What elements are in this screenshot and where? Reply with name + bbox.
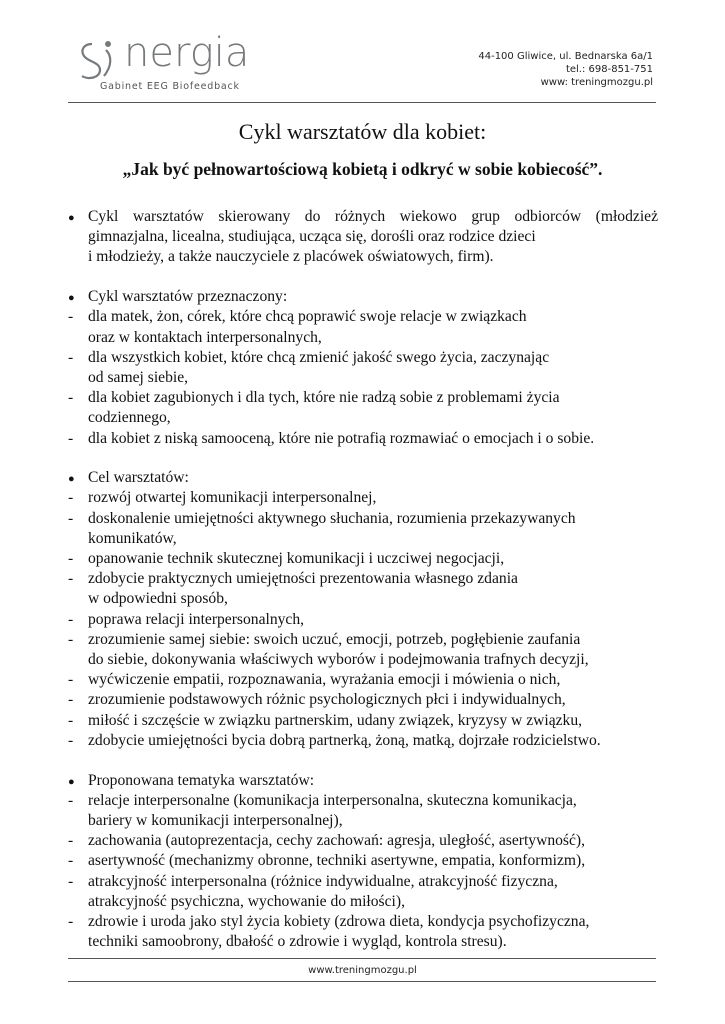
dash-item bbox=[68, 429, 658, 449]
dash-item bbox=[68, 912, 658, 932]
dash-icon: - bbox=[68, 570, 74, 588]
item-continuation bbox=[68, 227, 658, 247]
item-continuation bbox=[68, 589, 658, 609]
dash-icon: - bbox=[68, 348, 74, 366]
dash-item bbox=[68, 690, 658, 710]
item-text: miłość i szczęście w związku partnerskim, udany związek, kryzysy w związku, bbox=[88, 711, 583, 729]
section bbox=[68, 771, 658, 953]
header-divider bbox=[68, 102, 656, 103]
item-text: dla wszystkich kobiet, które chcą zmienić jakość swego życia, zaczynając bbox=[88, 348, 550, 366]
dash-icon: - bbox=[68, 691, 74, 709]
page-title: Cykl warsztatów dla kobiet: bbox=[238, 119, 487, 144]
item-text: dla matek, żon, córek, które chcą poprawić swoje relacje w związkach bbox=[88, 308, 527, 326]
bullet-item bbox=[68, 207, 658, 227]
item-continuation bbox=[68, 328, 658, 348]
dash-item bbox=[68, 388, 658, 408]
dash-item bbox=[68, 731, 658, 751]
synergia-logo bbox=[78, 30, 250, 96]
dash-icon: - bbox=[68, 852, 74, 870]
bullet-item bbox=[68, 287, 658, 307]
item-text: zrozumienie podstawowych różnic psychologicznych płci i indywidualnych, bbox=[88, 691, 566, 709]
item-continuation bbox=[68, 932, 658, 952]
bullet-icon: ● bbox=[68, 212, 75, 224]
contact-block bbox=[478, 50, 653, 89]
dash-icon: - bbox=[68, 429, 74, 447]
dash-item bbox=[68, 791, 658, 811]
footer-divider-top bbox=[68, 958, 656, 959]
dash-icon: - bbox=[68, 489, 74, 507]
dash-icon: - bbox=[68, 509, 74, 527]
item-text: w odpowiedni sposób, bbox=[88, 590, 228, 608]
item-text: Cel warsztatów: bbox=[88, 469, 189, 487]
item-text: codziennego, bbox=[88, 409, 171, 427]
item-text: zdrowie i uroda jako styl życia kobiety (zdrowa dieta, kondycja psychofizyczna, bbox=[88, 913, 590, 930]
item-text: Cykl warsztatów skierowany do różnych wiekowo grup odbiorców (młodzież bbox=[88, 208, 658, 225]
item-text: relacje interpersonalne (komunikacja interpersonalna, skuteczna komunikacja, bbox=[88, 791, 577, 809]
logo-figure-icon bbox=[78, 36, 118, 84]
document-body bbox=[68, 207, 658, 972]
item-text: oraz w kontaktach interpersonalnych, bbox=[88, 328, 322, 346]
dash-icon: - bbox=[68, 731, 74, 749]
dash-icon: - bbox=[68, 610, 74, 628]
dash-icon: - bbox=[68, 671, 74, 689]
phone: tel.: 698-851-751 bbox=[565, 64, 653, 75]
dash-icon: - bbox=[68, 791, 74, 809]
item-text: gimnazjalna, licealna, studiująca, ucząca się, dorośli oraz rodzice dzieci bbox=[88, 228, 536, 246]
item-text: zdobycie umiejętności bycia dobrą partnerką, żoną, matką, dojrzałe rodzicielstwo. bbox=[88, 731, 601, 749]
item-text: asertywność (mechanizmy obronne, techniki asertywne, empatia, konformizm), bbox=[88, 852, 586, 870]
dash-icon: - bbox=[68, 872, 74, 890]
footer-divider-bottom bbox=[68, 981, 656, 982]
item-text: zachowania (autoprezentacja, cechy zachowań: agresja, uległość, asertywność), bbox=[88, 832, 586, 850]
bullet-icon: ● bbox=[68, 292, 75, 305]
item-text: opanowanie technik skutecznej komunikacji i uczciwej negocjacji, bbox=[88, 550, 505, 568]
item-text: atrakcyjność psychiczna, wychowanie do miłości), bbox=[88, 892, 405, 910]
section bbox=[68, 207, 658, 268]
dash-item bbox=[68, 488, 658, 508]
item-text: poprawa relacji interpersonalnych, bbox=[88, 610, 305, 628]
item-text: techniki samoobrony, dbałość o zdrowie i wygląd, kontrola stresu). bbox=[88, 933, 507, 951]
item-text: od samej siebie, bbox=[88, 368, 189, 386]
dash-icon: - bbox=[68, 711, 74, 729]
item-continuation bbox=[68, 811, 658, 831]
bullet-icon: ● bbox=[68, 775, 75, 788]
logo-subtitle: Gabinet EEG Biofeedback bbox=[100, 81, 240, 92]
dash-item bbox=[68, 549, 658, 569]
dash-item bbox=[68, 348, 658, 368]
dash-icon: - bbox=[68, 550, 74, 568]
item-text: wyćwiczenie empatii, rozpoznawania, wyrażania emocji i mówienia o nich, bbox=[88, 671, 561, 689]
item-text: dla kobiet z niską samooceną, które nie potrafią rozmawiać o emocjach i o sobie. bbox=[88, 429, 595, 447]
page-subtitle: „Jak być pełnowartościową kobietą i odkryć w sobie kobiecość”. bbox=[122, 159, 603, 179]
dash-item bbox=[68, 610, 658, 630]
dash-icon: - bbox=[68, 389, 74, 407]
dash-item bbox=[68, 509, 658, 529]
item-continuation bbox=[68, 408, 658, 428]
dash-icon: - bbox=[68, 913, 74, 930]
dash-item bbox=[68, 670, 658, 690]
item-text: Proponowana tematyka warsztatów: bbox=[88, 771, 315, 789]
bullet-item bbox=[68, 468, 658, 488]
logo-wordmark: nergia bbox=[124, 30, 250, 76]
section bbox=[68, 468, 658, 751]
item-text: doskonalenie umiejętności aktywnego słuchania, rozumienia przekazywanych bbox=[88, 509, 576, 527]
item-continuation bbox=[68, 529, 658, 549]
item-text: bariery w komunikacji interpersonalnej), bbox=[88, 811, 343, 829]
bullet-icon: ● bbox=[68, 473, 75, 486]
item-text: zdobycie praktycznych umiejętności prezentowania własnego zdania bbox=[88, 570, 518, 588]
item-continuation bbox=[68, 892, 658, 912]
dash-item bbox=[68, 569, 658, 589]
item-text: atrakcyjność interpersonalna (różnice indywidualne, atrakcyjność fizyczna, bbox=[88, 872, 558, 890]
item-text: i młodzieży, a także nauczyciele z placówek oświatowych, firm). bbox=[88, 248, 494, 266]
item-continuation bbox=[68, 247, 658, 267]
dash-item bbox=[68, 630, 658, 650]
item-text: komunikatów, bbox=[88, 529, 177, 547]
dash-item bbox=[68, 831, 658, 851]
item-text: zrozumienie samej siebie: swoich uczuć, emocji, potrzeb, pogłębienie zaufania bbox=[88, 630, 581, 648]
item-continuation bbox=[68, 650, 658, 670]
bullet-item bbox=[68, 771, 658, 791]
dash-item bbox=[68, 851, 658, 871]
dash-item bbox=[68, 307, 658, 327]
website[interactable]: www: treningmozgu.pl bbox=[540, 77, 653, 88]
address: 44-100 Gliwice, ul. Bednarska 6a/1 bbox=[478, 51, 653, 62]
item-text: Cykl warsztatów przeznaczony: bbox=[88, 288, 288, 306]
dash-item bbox=[68, 872, 658, 892]
section bbox=[68, 287, 658, 449]
footer-website[interactable]: www.treningmozgu.pl bbox=[308, 965, 417, 976]
item-text: dla kobiet zagubionych i dla tych, które nie radzą sobie z problemami życia bbox=[88, 389, 560, 407]
dash-icon: - bbox=[68, 630, 74, 648]
dash-icon: - bbox=[68, 832, 74, 850]
item-text: rozwój otwartej komunikacji interpersonalnej, bbox=[88, 489, 377, 507]
item-text: do siebie, dokonywania właściwych wyborów i podejmowania trafnych decyzji, bbox=[88, 651, 589, 669]
dash-icon: - bbox=[68, 308, 74, 326]
item-continuation bbox=[68, 368, 658, 388]
dash-item bbox=[68, 711, 658, 731]
